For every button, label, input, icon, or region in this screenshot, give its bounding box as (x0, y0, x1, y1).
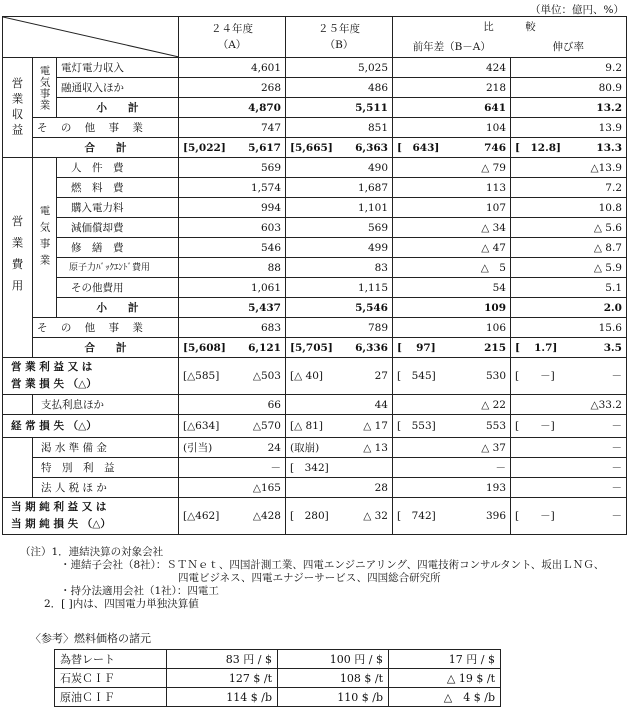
cell-diff: [ 643] 746 (393, 138, 511, 158)
cell-growth: 15.6 (511, 318, 627, 338)
cell-growth: － (511, 438, 627, 458)
table-row (3, 395, 627, 415)
row-label: 法 人 税 ほ か (33, 478, 179, 498)
table-row (3, 318, 627, 338)
cell-a: [5,022] 5,617 (179, 138, 286, 158)
cell-growth: 13.9 (511, 118, 627, 138)
cell-b: [5,705] 6,336 (286, 338, 393, 358)
row-label: 購入電力料 (57, 198, 179, 218)
cell-growth: △ 8.7 (511, 238, 627, 258)
row-label: 営 業 利 益 又 は 営 業 損 失 （△） (3, 358, 179, 395)
cell-diff: 109 (393, 298, 511, 318)
cell-a: 683 (179, 318, 286, 338)
row-label: 特 別 利 益 (33, 458, 179, 478)
table-row (55, 669, 501, 688)
row-label: 原油ＣＩＦ (55, 688, 167, 707)
cell-diff: 17 円 / $ (389, 650, 501, 669)
cell-a: 994 (179, 198, 286, 218)
cell-b: 108 $ /t (278, 669, 389, 688)
cell-a: 88 (179, 258, 286, 278)
table-row (3, 78, 627, 98)
table-row (3, 58, 627, 78)
row-label: そ の 他 事 業 (33, 118, 179, 138)
cell-diff: △ 22 (393, 395, 511, 415)
cell-diff: △ 4 $ /b (389, 688, 501, 707)
row-label: 合 計 (33, 338, 179, 358)
cell-growth: 5.1 (511, 278, 627, 298)
cell-b: 28 (286, 478, 393, 498)
table-row (3, 478, 627, 498)
table-row (3, 238, 627, 258)
cell-diff: △ 79 (393, 158, 511, 178)
cell-growth: [ －] － (511, 498, 627, 535)
cell-b: 499 (286, 238, 393, 258)
table-row-total (3, 338, 627, 358)
indent-cell (3, 438, 33, 498)
table-row-total (3, 138, 627, 158)
table-row (3, 198, 627, 218)
row-label: 電灯電力収入 (57, 58, 179, 78)
cell-a: 546 (179, 238, 286, 258)
cell-growth: △ 5.9 (511, 258, 627, 278)
row-label: 経 常 損 失 （△） (3, 415, 179, 438)
cell-a: 66 (179, 395, 286, 415)
cell-b: (取崩) △ 13 (286, 438, 393, 458)
group-op-revenue: 営業収益 (3, 58, 33, 158)
cell-a: － (179, 458, 286, 478)
cell-a: 114 $ /b (167, 688, 278, 707)
cell-a: 603 (179, 218, 286, 238)
row-label: 融通収入ほか (57, 78, 179, 98)
row-label: 燃 料 費 (57, 178, 179, 198)
cell-a: △165 (179, 478, 286, 498)
cell-b: 1,687 (286, 178, 393, 198)
header-compare: 比 較 (393, 17, 627, 38)
table-row (3, 178, 627, 198)
reference-title: 〈参考〉燃料価格の諸元 (30, 632, 151, 645)
cell-growth: [ －] － (511, 415, 627, 438)
table-row (3, 438, 627, 458)
cell-growth: － (511, 478, 627, 498)
cell-diff: 193 (393, 478, 511, 498)
header-corner (3, 17, 179, 58)
header-diff: 前年差（B－A） (393, 37, 511, 58)
row-label: 渇 水 準 備 金 (33, 438, 179, 458)
cell-growth: [ 1.7] 3.5 (511, 338, 627, 358)
row-label: 小 計 (57, 298, 179, 318)
cell-a: 268 (179, 78, 286, 98)
note-line: ・連結子会社（8社）：ＳＴＮｅｔ、四国計測工業、四電エンジニアリング、四電技術コンサルタント、坂出ＬＮＧ、 (60, 559, 605, 571)
cell-a: 569 (179, 158, 286, 178)
cell-a: 127 $ /t (167, 669, 278, 688)
cell-diff: △ 37 (393, 438, 511, 458)
group-electric-expense: 電気事業 (33, 158, 57, 318)
table-row-subtotal (3, 298, 627, 318)
cell-b: 110 $ /b (278, 688, 389, 707)
cell-a: 4,870 (179, 98, 286, 118)
row-label: 修 繕 費 (57, 238, 179, 258)
cell-growth: 2.0 (511, 298, 627, 318)
cell-growth: 9.2 (511, 58, 627, 78)
cell-a: 4,601 (179, 58, 286, 78)
cell-growth: △33.2 (511, 395, 627, 415)
table-row (3, 458, 627, 478)
cell-a: [△634] △570 (179, 415, 286, 438)
cell-b: [ 280] △ 32 (286, 498, 393, 535)
cell-diff: 107 (393, 198, 511, 218)
group-op-expense: 営業費用 (3, 158, 33, 358)
unit-note: （単位：億円、%） (530, 4, 624, 16)
cell-diff: △ 19 $ /t (389, 669, 501, 688)
cell-diff: [ 545] 530 (393, 358, 511, 395)
cell-b: [ 342] (286, 458, 393, 478)
cell-b: 5,546 (286, 298, 393, 318)
notes (20, 546, 604, 611)
row-label: 合 計 (33, 138, 179, 158)
cell-diff: △ 5 (393, 258, 511, 278)
cell-b: 569 (286, 218, 393, 238)
cell-b: 5,025 (286, 58, 393, 78)
row-label: その他費用 (57, 278, 179, 298)
cell-b: [△ 40] 27 (286, 358, 393, 395)
cell-diff: [ 553] 553 (393, 415, 511, 438)
cell-diff: [ 97] 215 (393, 338, 511, 358)
cell-a: 5,437 (179, 298, 286, 318)
row-label: そ の 他 事 業 (33, 318, 179, 338)
cell-diff: － (393, 458, 511, 478)
cell-diff: 218 (393, 78, 511, 98)
cell-a: 1,574 (179, 178, 286, 198)
cell-a: [△462] △428 (179, 498, 286, 535)
header-fy25: ２５年度 （B） (286, 17, 393, 58)
cell-diff: 113 (393, 178, 511, 198)
cell-diff: △ 47 (393, 238, 511, 258)
cell-diff: 106 (393, 318, 511, 338)
cell-b: [5,665] 6,363 (286, 138, 393, 158)
table-row-subtotal (3, 98, 627, 118)
cell-growth: － (511, 458, 627, 478)
cell-growth: 13.2 (511, 98, 627, 118)
table-row (3, 158, 627, 178)
indent-cell (3, 395, 33, 415)
cell-b: 789 (286, 318, 393, 338)
note-line: （注）1．連結決算の対象会社 (20, 546, 164, 558)
header-growth: 伸び率 (511, 37, 627, 58)
table-row (3, 258, 627, 278)
table-row-ordinary-loss (3, 415, 627, 438)
cell-b: 486 (286, 78, 393, 98)
cell-b: 490 (286, 158, 393, 178)
cell-growth: [ －] － (511, 358, 627, 395)
cell-diff: △ 34 (393, 218, 511, 238)
row-label: 減価償却費 (57, 218, 179, 238)
cell-a: 1,061 (179, 278, 286, 298)
cell-growth: 7.2 (511, 178, 627, 198)
group-electric-revenue: 電気事業 (33, 58, 57, 118)
financial-table (2, 16, 627, 535)
cell-b: 1,115 (286, 278, 393, 298)
cell-diff: 104 (393, 118, 511, 138)
table-row (3, 218, 627, 238)
cell-b: 851 (286, 118, 393, 138)
row-label: 人 件 費 (57, 158, 179, 178)
cell-b: 5,511 (286, 98, 393, 118)
row-label: 為替レート (55, 650, 167, 669)
cell-growth: 80.9 (511, 78, 627, 98)
note-line: 2．[ ]内は、四国電力単独決算値 (44, 598, 199, 610)
cell-a: 83 円 / $ (167, 650, 278, 669)
cell-diff: 54 (393, 278, 511, 298)
table-row (3, 278, 627, 298)
cell-diff: [ 742] 396 (393, 498, 511, 535)
row-label: 石炭ＣＩＦ (55, 669, 167, 688)
row-label: 当 期 純 利 益 又 は 当 期 純 損 失 （△） (3, 498, 179, 535)
table-row-net-income (3, 498, 627, 535)
cell-growth: △ 5.6 (511, 218, 627, 238)
cell-diff: 424 (393, 58, 511, 78)
table-row-operating-income (3, 358, 627, 395)
cell-b: 44 (286, 395, 393, 415)
table-row (55, 650, 501, 669)
cell-a: 747 (179, 118, 286, 138)
note-line: ・持分法適用会社（1社）：四電工 (60, 585, 219, 597)
row-label: 原子力ﾊﾞｯｸｴﾝﾄﾞ費用 (57, 258, 179, 278)
cell-b: 100 円 / $ (278, 650, 389, 669)
cell-diff: 641 (393, 98, 511, 118)
cell-growth: △13.9 (511, 158, 627, 178)
table-row (3, 118, 627, 138)
cell-b: [△ 81] △ 17 (286, 415, 393, 438)
cell-b: 83 (286, 258, 393, 278)
row-label: 支払利息ほか (33, 395, 179, 415)
cell-a: (引当) 24 (179, 438, 286, 458)
cell-growth: [ 12.8] 13.3 (511, 138, 627, 158)
row-label: 小 計 (57, 98, 179, 118)
cell-a: [△585] △503 (179, 358, 286, 395)
note-line: 四電ビジネス、四電エナジーサービス、四国総合研究所 (178, 572, 441, 584)
cell-growth: 10.8 (511, 198, 627, 218)
cell-b: 1,101 (286, 198, 393, 218)
fuel-price-table (54, 649, 501, 707)
header-fy24: ２４年度 （A） (179, 17, 286, 58)
cell-a: [5,608] 6,121 (179, 338, 286, 358)
table-row (55, 688, 501, 707)
